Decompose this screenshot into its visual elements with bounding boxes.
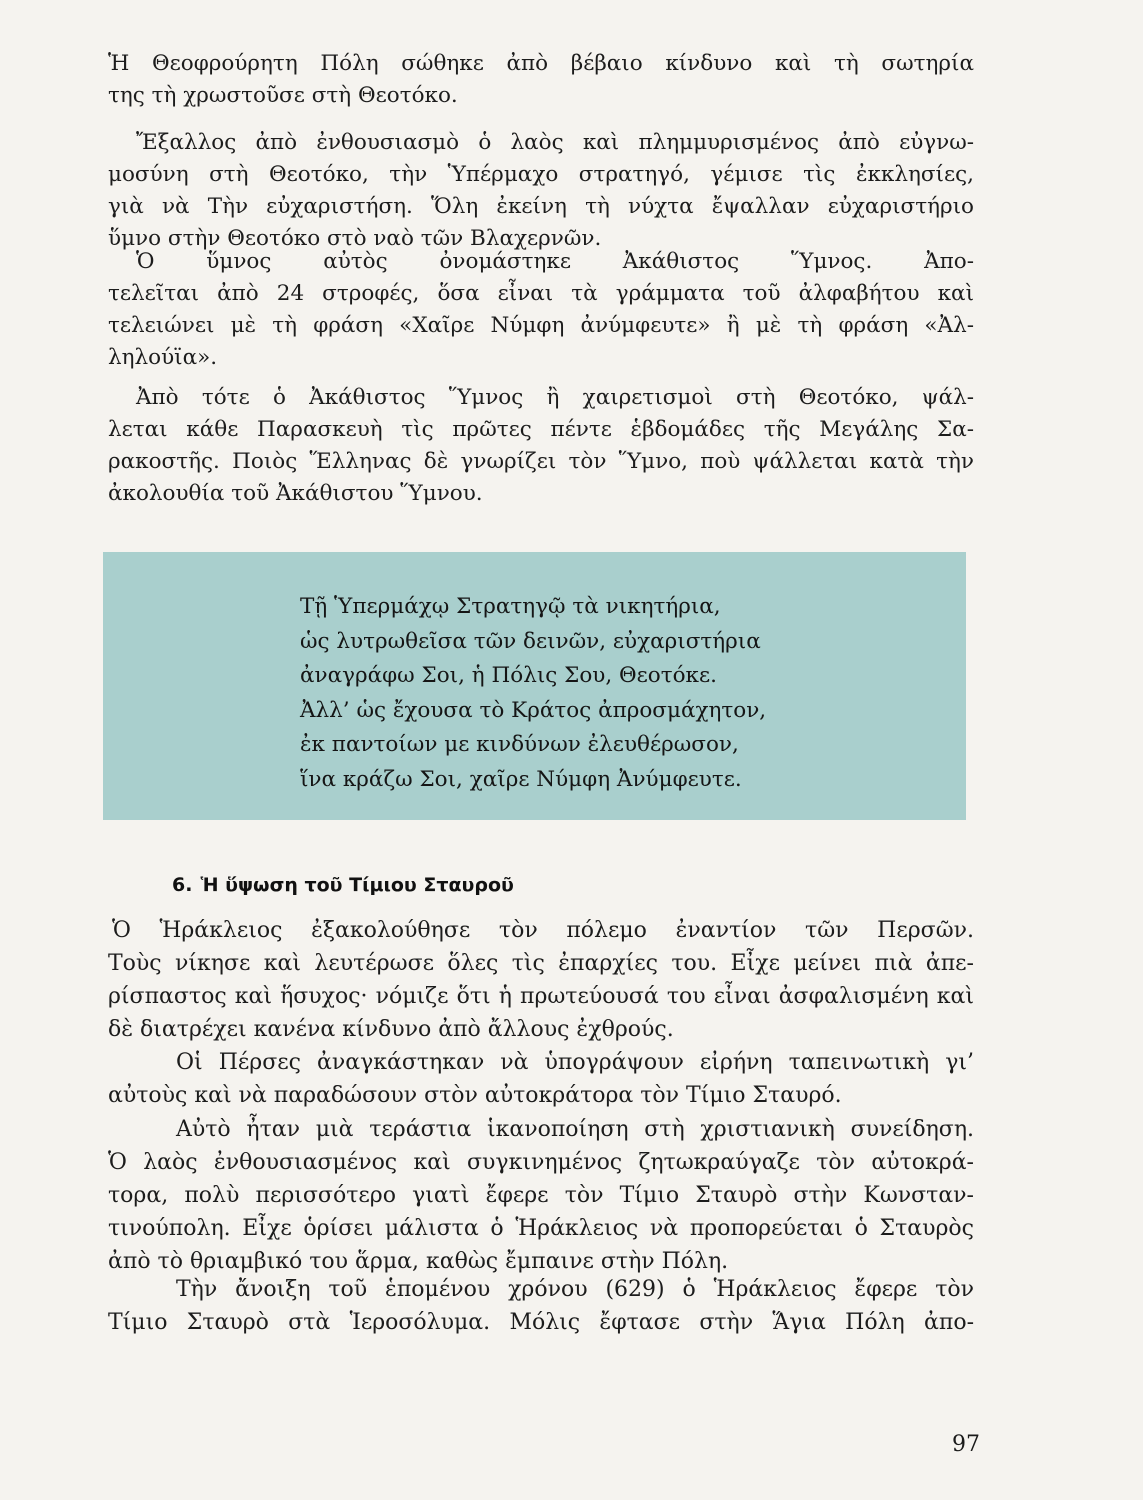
text-line: Ὁ Ἡράκλειος ἐξακολούθησε τὸν πόλεμο ἐναντίον τῶν Περσῶν. <box>112 918 974 943</box>
hymn-verses <box>300 590 766 797</box>
section-title: Ἡ ὕψωση τοῦ Τίμιου Σταυροῦ <box>200 874 514 896</box>
paragraph-6 <box>108 1046 974 1112</box>
text-line: Ὁ ὕμνος αὐτὸς ὀνομάστηκε Ἀκάθιστος Ὕμνος. Ἀπο- <box>136 249 974 274</box>
paragraph-4 <box>108 382 974 510</box>
hymn-verse: ἀναγράφω Σοι, ἡ Πόλις Σου, Θεοτόκε. <box>300 663 717 688</box>
page-number: 97 <box>952 1432 980 1457</box>
hymn-verse: ἵνα κράζω Σοι, χαῖρε Νύμφη Ἀνύμφευτε. <box>300 766 742 792</box>
text-line: τινούπολη. Εἶχε ὁρίσει μάλιστα ὁ Ἡράκλειος νὰ προπορεύεται ὁ Σταυρὸς <box>108 1216 974 1241</box>
text-line: τελειώνει μὲ τὴ φράση «Χαῖρε Νύμφη ἀνύμφευτε» ἢ μὲ τὴ φράση «Ἀλ- <box>108 313 974 338</box>
text-line: ἀπὸ τὸ θριαμβικό του ἅρμα, καθὼς ἔμπαινε στὴν Πόλη. <box>108 1249 729 1274</box>
section-heading <box>172 870 514 900</box>
text-line: ὕμνο στὴν Θεοτόκο στὸ ναὸ τῶν Βλαχερνῶν. <box>108 226 602 251</box>
text-line: τελεῖται ἀπὸ 24 στροφές, ὅσα εἶναι τὰ γράμματα τοῦ ἀλφαβήτου καὶ <box>108 281 974 306</box>
text-line: Οἱ Πέρσες ἀναγκάστηκαν νὰ ὑπογράψουν εἰρήνη ταπεινωτικὴ γι’ <box>176 1050 974 1075</box>
text-line: Ὁ λαὸς ἐνθουσιασμένος καὶ συγκινημένος ζητωκραύγαζε τὸν αὐτοκρά- <box>108 1150 974 1175</box>
text-line: Ἔξαλλος ἀπὸ ἐνθουσιασμὸ ὁ λαὸς καὶ πλημμυρισμένος ἀπὸ εὐγνω- <box>136 130 974 155</box>
hymn-verse: ἐκ παντοίων με κινδύνων ἐλευθέρωσον, <box>300 732 739 757</box>
paragraph-5 <box>108 914 974 1046</box>
text-line: τορα, πολὺ περισσότερο γιατὶ ἔφερε τὸν Τίμιο Σταυρὸ στὴν Κωνσταν- <box>108 1183 974 1208</box>
text-line: ρίσπαστος καὶ ἥσυχος· νόμιζε ὅτι ἡ πρωτεύουσά του εἶναι ἀσφαλισμένη καὶ <box>108 984 974 1009</box>
text-line: μοσύνη στὴ Θεοτόκο, τὴν Ὑπέρμαχο στρατηγό, γέμισε τὶς ἐκκλησίες, <box>108 162 974 187</box>
text-line: γιὰ νὰ Τὴν εὐχαριστήση. Ὅλη ἐκείνη τὴ νύχτα ἔψαλλαν εὐχαριστήριο <box>108 194 974 219</box>
hymn-verse: Τῇ Ὑπερμάχῳ Στρατηγῷ τὰ νικητήρια, <box>300 594 721 619</box>
text-line: Τίμιο Σταυρὸ στὰ Ἱεροσόλυμα. Μόλις ἔφτασε στὴν Ἅγια Πόλη ἀπο- <box>108 1310 974 1335</box>
text-line: ρακοστῆς. Ποιὸς Ἕλληνας δὲ γνωρίζει τὸν Ὕμνο, ποὺ ψάλλεται κατὰ τὴν <box>108 449 974 474</box>
section-number: 6. <box>172 874 193 896</box>
paragraph-3 <box>108 246 974 374</box>
text-line: Ἡ Θεοφρούρητη Πόλη σώθηκε ἀπὸ βέβαιο κίνδυνο καὶ τὴ σωτηρία <box>108 51 974 76</box>
text-line: ληλούϊα». <box>108 345 218 370</box>
text-line: δὲ διατρέχει κανένα κίνδυνο ἀπὸ ἄλλους ἐχθρούς. <box>108 1017 674 1042</box>
paragraph-8 <box>108 1273 974 1339</box>
text-line: Τὴν ἄνοιξη τοῦ ἑπομένου χρόνου (629) ὁ Ἡράκλειος ἔφερε τὸν <box>176 1277 974 1302</box>
paragraph-1 <box>108 48 974 112</box>
text-line: Ἀπὸ τότε ὁ Ἀκάθιστος Ὕμνος ἢ χαιρετισμοὶ στὴ Θεοτόκο, ψάλ- <box>136 385 974 410</box>
hymn-verse: Ἀλλ’ ὡς ἔχουσα τὸ Κράτος ἀπροσμάχητον, <box>300 697 767 723</box>
hymn-verse: ὡς λυτρωθεῖσα τῶν δεινῶν, εὐχαριστήρια <box>300 628 761 654</box>
paragraph-7 <box>108 1113 974 1278</box>
text-line: λεται κάθε Παρασκευὴ τὶς πρῶτες πέντε ἑβδομάδες τῆς Μεγάλης Σα- <box>108 417 974 442</box>
paragraph-2 <box>108 127 974 255</box>
text-line: ἀκολουθία τοῦ Ἀκάθιστου Ὕμνου. <box>108 481 483 506</box>
text-line: Αὐτὸ ἦταν μιὰ τεράστια ἱκανοποίηση στὴ χριστιανικὴ συνείδηση. <box>176 1117 974 1142</box>
text-line: Τοὺς νίκησε καὶ λευτέρωσε ὅλες τὶς ἐπαρχίες του. Εἶχε μείνει πιὰ ἀπε- <box>108 951 974 976</box>
text-line: της τὴ χρωστοῦσε στὴ Θεοτόκο. <box>108 83 458 108</box>
text-line: αὐτοὺς καὶ νὰ παραδώσουν στὸν αὐτοκράτορα τὸν Τίμιο Σταυρό. <box>108 1083 842 1108</box>
